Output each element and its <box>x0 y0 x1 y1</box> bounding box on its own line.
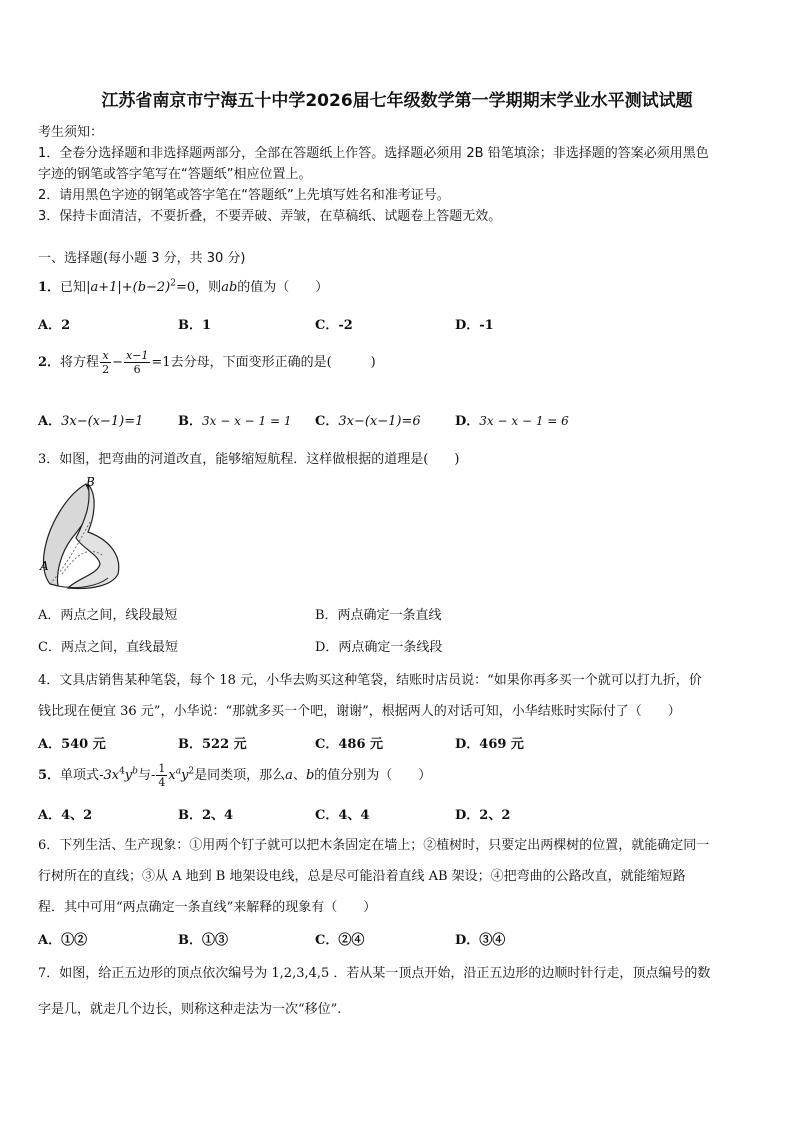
question-7-line1: 7．如图，给正五边形的顶点依次编号为 1,2,3,4,5 ．若从某一顶点开始，沿正五边形的边顺时针行走，顶点编号的数 <box>38 966 711 981</box>
section-heading: 一、选择题(每小题 3 分，共 30 分) <box>38 251 246 266</box>
option-b: B．1 <box>178 318 212 333</box>
exponent: 4 <box>119 766 125 777</box>
q5-post: 是同类项，那么 <box>194 768 286 783</box>
q1-tail: 的值为（ ） <box>237 280 329 295</box>
question-3: 3．如图，把弯曲的河道改直，能够缩短航程．这样做根据的道理是( ) <box>38 452 460 467</box>
separator: 、 <box>292 768 306 783</box>
option-c: C．-2 <box>315 318 353 333</box>
question-number: 5． <box>38 768 61 783</box>
label-b: B <box>86 475 95 489</box>
fraction-denominator: 6 <box>133 363 141 376</box>
river-figure <box>38 474 130 596</box>
question-6-line2: 行树所在的直线；③从 A 地到 B 地架设电线，总是尽可能沿着直线 AB 架设；④把弯曲的公路改直，就能缩短路 <box>38 869 686 884</box>
option-d: D．2、2 <box>455 808 511 823</box>
option-expr: 3x − x − 1 = 6 <box>479 414 569 428</box>
option-a <box>38 410 143 429</box>
notice-heading: 考生须知： <box>38 125 104 140</box>
option-c <box>315 410 421 429</box>
fraction-numerator: x <box>100 350 111 363</box>
fraction-denominator: 2 <box>102 363 110 376</box>
option-a: A．两点之间，线段最短 <box>38 608 178 623</box>
option-a: A．2 <box>38 318 71 333</box>
option-c: C．4、4 <box>315 808 370 823</box>
option-a: A．4、2 <box>38 808 93 823</box>
option-label: D． <box>455 414 480 429</box>
question-number: 1． <box>38 280 61 295</box>
fraction-numerator: x−1 <box>125 349 149 362</box>
river-diagram <box>38 474 130 596</box>
notice-item: 1．全卷分选择题和非选择题两部分，全部在答题纸上作答。选择题必须用 2B 铅笔填涂；非选择题的答案必须用黑色 <box>38 146 709 161</box>
q1-ab: ab <box>221 280 238 295</box>
variable: b <box>305 768 315 783</box>
question-6-line1: 6．下列生活、生产现象：①用两个钉子就可以把木条固定在墙上；②植树时，只要定出两棵树的位置，就能确定同一 <box>38 838 710 853</box>
variable: y <box>181 768 189 783</box>
minus-sign: - <box>150 768 156 783</box>
notice-item: 2．请用黑色字迹的钢笔或答字笔在“答题纸”上先填写姓名和准考证号。 <box>38 188 450 203</box>
equals: =1 <box>151 355 171 370</box>
question-4-line1: 4．文具店销售某种笔袋，每个 18 元，小华去购买这种笔袋，结账时店员说：“如果你再多买一个就可以打九折，价 <box>38 673 702 688</box>
option-d: D．469 元 <box>455 737 524 752</box>
question-7-line2: 字是几，就走几个边长，则称这种走法为一次“移位”. <box>38 1002 342 1017</box>
minus-sign: − <box>112 355 123 370</box>
option-d <box>455 410 569 429</box>
page-title: 江苏省南京市宁海五十中学2026届七年级数学第一学期期末学业水平测试试题 <box>101 91 693 111</box>
exponent: a <box>175 766 182 777</box>
option-expr: 3x − x − 1 = 1 <box>202 414 292 428</box>
option-a: A．①② <box>38 933 88 948</box>
option-b <box>178 410 292 429</box>
option-b: B．①③ <box>178 933 228 948</box>
question-4-line2: 钱比现在便宜 36 元”，小华说：“那就多买一个吧，谢谢”，根据两人的对话可知，小华结账时实际付了（ ） <box>38 704 681 719</box>
option-b: B．2、4 <box>178 808 234 823</box>
option-expr: 3x−(x−1)=6 <box>338 414 421 429</box>
q2-post: 去分母，下面变形正确的是( ) <box>170 355 376 370</box>
option-b: B．两点确定一条直线 <box>315 608 442 623</box>
option-c: C．两点之间，直线最短 <box>38 640 178 655</box>
question-1 <box>38 276 328 295</box>
exponent: b <box>132 766 138 777</box>
option-c: C．486 元 <box>315 737 384 752</box>
q2-pre: 将方程 <box>60 355 100 370</box>
question-number: 2． <box>38 355 61 370</box>
option-c: C．②④ <box>315 933 365 948</box>
option-d: D．-1 <box>455 318 494 333</box>
variable: a <box>285 768 293 783</box>
q1-exp: 2 <box>170 278 176 289</box>
question-2 <box>38 350 376 375</box>
exponent: 2 <box>188 766 195 777</box>
notice-item: 3．保持卡面清洁，不要折叠，不要弄破、弄皱，在草稿纸、试题卷上答题无效。 <box>38 209 502 224</box>
q5-tail: 的值分别为（ ） <box>314 768 432 783</box>
option-b: B．522 元 <box>178 737 247 752</box>
conjunction: 与 <box>137 768 151 783</box>
fraction-numerator: 1 <box>158 762 166 775</box>
fraction <box>100 350 111 375</box>
option-d: D．两点确定一条线段 <box>315 640 443 655</box>
notice-item: 字迹的钢笔或答字笔写在“答题纸”相应位置上。 <box>38 167 312 182</box>
q1-expr: |a+1|+(b−2) <box>86 280 171 295</box>
q5-pre: 单项式 <box>60 768 100 783</box>
option-label: C． <box>315 414 339 429</box>
question-6-line3: 程．其中可用“两点确定一条直线”来解释的现象有（ ） <box>38 900 377 915</box>
option-expr: 3x−(x−1)=1 <box>61 414 144 429</box>
option-a: A．540 元 <box>38 737 106 752</box>
fraction <box>156 763 167 788</box>
variable: y <box>124 768 133 783</box>
option-label: A． <box>38 414 62 429</box>
label-a: A <box>40 559 49 573</box>
fraction-denominator: 4 <box>158 776 166 789</box>
fraction <box>124 350 150 375</box>
variable: x <box>168 768 176 783</box>
question-5 <box>38 763 431 788</box>
q1-pre: 已知 <box>60 280 87 295</box>
monomial-1: -3x <box>99 768 120 783</box>
q1-expr-b: =0 <box>176 280 196 295</box>
option-label: B． <box>178 414 202 429</box>
q1-post: ，则 <box>195 280 222 295</box>
option-d: D．③④ <box>455 933 506 948</box>
